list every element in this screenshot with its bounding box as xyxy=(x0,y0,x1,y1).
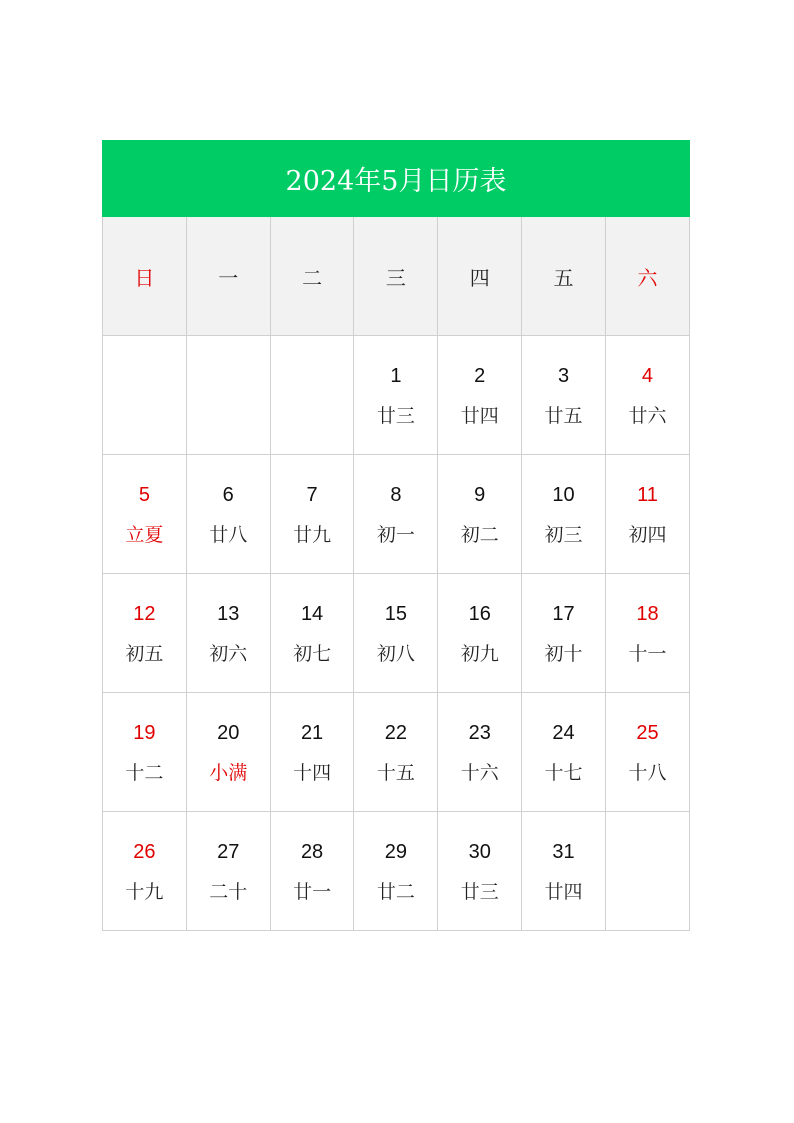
week-row xyxy=(103,693,690,812)
calendar-table xyxy=(102,140,690,931)
day-number: 19 xyxy=(133,722,156,744)
day-cell xyxy=(522,455,606,574)
day-number: 16 xyxy=(468,603,491,625)
day-cell xyxy=(522,336,606,455)
day-cell xyxy=(522,574,606,693)
lunar-date: 初九 xyxy=(460,643,499,665)
day-cell xyxy=(354,812,438,931)
day-cell xyxy=(186,812,270,931)
lunar-date: 初七 xyxy=(293,643,332,665)
day-number: 14 xyxy=(300,603,324,625)
day-cell xyxy=(354,693,438,812)
day-number: 7 xyxy=(306,484,318,506)
day-number: 1 xyxy=(390,365,402,387)
day-number: 4 xyxy=(641,365,654,387)
lunar-date: 初三 xyxy=(544,524,583,546)
day-cell xyxy=(438,455,522,574)
lunar-date: 二十 xyxy=(209,881,248,903)
day-cell xyxy=(605,693,689,812)
day-cell xyxy=(354,455,438,574)
lunar-date: 廿五 xyxy=(544,405,583,427)
lunar-date: 初六 xyxy=(209,643,248,665)
day-number: 13 xyxy=(217,603,240,625)
weekday-header: 五 xyxy=(522,217,606,336)
day-number: 23 xyxy=(468,722,491,744)
day-cell xyxy=(103,455,187,574)
weekday-header: 六 xyxy=(605,217,689,336)
day-number: 10 xyxy=(552,484,575,506)
day-cell xyxy=(438,693,522,812)
lunar-date: 廿九 xyxy=(293,524,332,546)
weekday-header: 一 xyxy=(186,217,270,336)
day-cell xyxy=(605,574,689,693)
lunar-date: 立夏 xyxy=(125,524,164,546)
day-cell xyxy=(522,693,606,812)
lunar-date: 初十 xyxy=(544,643,583,665)
day-number: 21 xyxy=(300,722,324,744)
day-number: 12 xyxy=(133,603,156,625)
day-cell xyxy=(270,455,354,574)
day-cell xyxy=(270,812,354,931)
weekday-header: 三 xyxy=(354,217,438,336)
day-cell xyxy=(270,574,354,693)
day-number: 31 xyxy=(552,841,575,863)
day-cell xyxy=(438,812,522,931)
lunar-date: 十八 xyxy=(628,762,667,784)
day-number: 27 xyxy=(217,841,240,863)
day-number: 15 xyxy=(384,603,408,625)
lunar-date: 初二 xyxy=(460,524,499,546)
day-cell xyxy=(438,336,522,455)
empty-day-cell xyxy=(103,336,187,455)
empty-day-cell xyxy=(270,336,354,455)
lunar-date: 廿四 xyxy=(460,405,499,427)
day-cell xyxy=(103,574,187,693)
calendar-title: 2024年5月日历表 xyxy=(103,141,690,217)
weekday-header: 二 xyxy=(270,217,354,336)
day-cell xyxy=(103,693,187,812)
lunar-date: 初一 xyxy=(376,524,415,546)
title-row xyxy=(103,141,690,217)
day-cell xyxy=(354,336,438,455)
week-row xyxy=(103,812,690,931)
day-number: 28 xyxy=(300,841,324,863)
lunar-date: 初五 xyxy=(125,643,164,665)
lunar-date: 廿二 xyxy=(376,881,415,903)
lunar-date: 廿八 xyxy=(209,524,248,546)
lunar-date: 廿一 xyxy=(293,881,332,903)
day-number: 2 xyxy=(474,365,486,387)
day-number: 5 xyxy=(138,484,150,506)
day-number: 29 xyxy=(384,841,408,863)
lunar-date: 初八 xyxy=(376,643,415,665)
lunar-date: 廿三 xyxy=(460,881,499,903)
day-cell xyxy=(270,693,354,812)
day-cell xyxy=(354,574,438,693)
day-number: 8 xyxy=(390,484,402,506)
day-number: 17 xyxy=(552,603,575,625)
day-number: 9 xyxy=(474,484,486,506)
day-number: 6 xyxy=(222,484,234,506)
weekday-header-row xyxy=(103,217,690,336)
lunar-date: 十四 xyxy=(293,762,332,784)
lunar-date: 廿四 xyxy=(544,881,583,903)
calendar-body xyxy=(103,336,690,931)
week-row xyxy=(103,455,690,574)
day-number: 20 xyxy=(217,722,240,744)
lunar-date: 十二 xyxy=(125,762,164,784)
day-cell xyxy=(186,455,270,574)
lunar-date: 十六 xyxy=(460,762,499,784)
weekday-header: 四 xyxy=(438,217,522,336)
lunar-date: 十九 xyxy=(125,881,164,903)
lunar-date: 初四 xyxy=(628,524,667,546)
day-cell xyxy=(438,574,522,693)
day-cell xyxy=(186,574,270,693)
empty-day-cell xyxy=(605,812,689,931)
lunar-date: 廿三 xyxy=(376,405,415,427)
week-row xyxy=(103,336,690,455)
day-cell xyxy=(522,812,606,931)
lunar-date: 十五 xyxy=(376,762,415,784)
day-number: 26 xyxy=(133,841,156,863)
lunar-date: 小满 xyxy=(209,762,248,784)
day-cell xyxy=(605,455,689,574)
day-cell xyxy=(103,812,187,931)
day-number: 24 xyxy=(552,722,575,744)
day-number: 18 xyxy=(636,603,659,625)
lunar-date: 十七 xyxy=(544,762,583,784)
day-cell xyxy=(186,693,270,812)
day-number: 11 xyxy=(637,484,658,506)
day-number: 30 xyxy=(468,841,491,863)
day-cell xyxy=(605,336,689,455)
weekday-header: 日 xyxy=(103,217,187,336)
empty-day-cell xyxy=(186,336,270,455)
day-number: 25 xyxy=(636,722,659,744)
week-row xyxy=(103,574,690,693)
day-number: 3 xyxy=(557,365,570,387)
day-number: 22 xyxy=(384,722,408,744)
lunar-date: 十一 xyxy=(628,643,667,665)
lunar-date: 廿六 xyxy=(628,405,667,427)
